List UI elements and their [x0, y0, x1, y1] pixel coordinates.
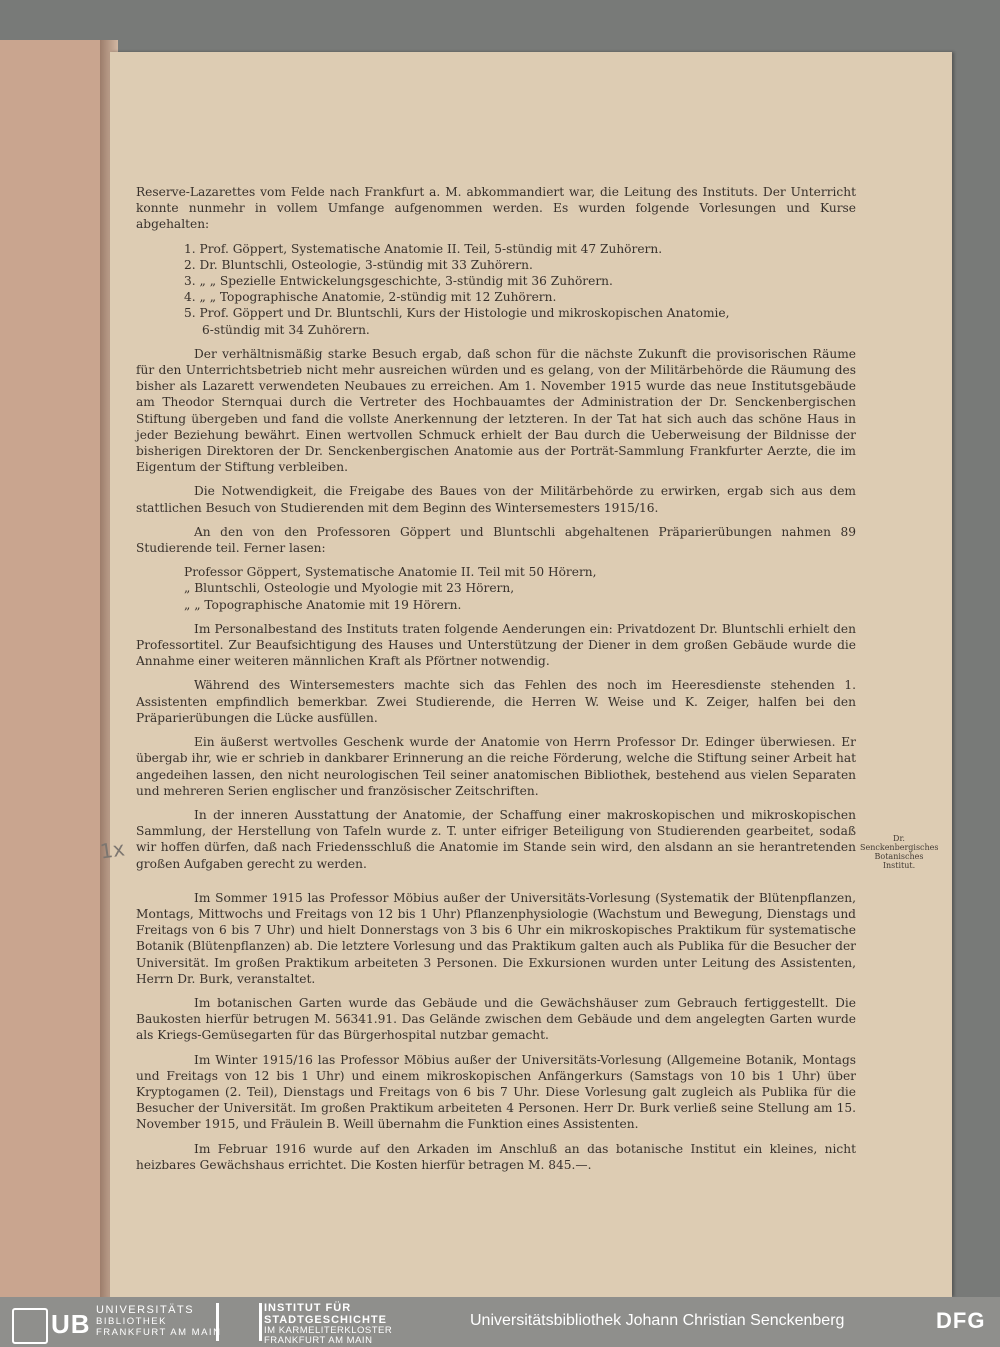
course-item: 2. Dr. Bluntschli, Osteologie, 3-stündig mit 33 Zuhörern.	[184, 257, 533, 272]
course-item-continuation: 6-stündig mit 34 Zuhörern.	[202, 322, 370, 337]
pencil-annotation: 1x	[98, 836, 127, 864]
footer-bar	[0, 1297, 1000, 1347]
course-item: 3. „ „ Spezielle Entwickelungsgeschichte, 3-stündig mit 36 Zuhörern.	[184, 274, 613, 289]
paragraph: Im Sommer 1915 las Professor Möbius außer der Universitäts-Vorlesung (Systematik der Blütenpflanzen, Montags, Mittwochs und Freitags von 12 bis 1 Uhr) Pflanzenphysiologie (Wachstum und Bewegung, Dienstags und Freitags von 6 bis 7 Uhr) und hielt Donnerstags von 3 bis 6 Uhr ein mikroskopisches Praktikum für systematische Botanik (Blütenpflanzen) ab. Die letztere Vorlesung und das Praktikum galten auch als Publika für die Besucher der Universität. Im großen Praktikum arbeiteten 3 Personen. Die Exkursionen wurden unter Leitung des Assistenten, Herrn Dr. Burk, veranstaltet.	[136, 890, 856, 986]
course-item: 4. „ „ Topographische Anatomie, 2-stündig mit 12 Zuhörern.	[184, 290, 557, 305]
stadtgeschichte-arch-icon	[216, 1303, 262, 1341]
intro-paragraph: Reserve-Lazarettes vom Felde nach Frankfurt a. M. abkommandiert war, die Leitung des Instituts. Der Unterricht konnte nunmehr in vollem Umfange aufgenommen werden. Es wurden folgende Vorlesungen und Kurse abgehalten:	[136, 185, 856, 232]
paragraph: In der inneren Ausstattung der Anatomie, der Schaffung einer makroskopischen und mikroskopischen Sammlung, der Herstellung von Tafeln wurde z. T. unter eifriger Beteiligung von Studierenden gearbeitet, sodaß wir hoffen dürfen, daß nach Friedensschluß die Anatomie im Stande sein wird, den alsdann an sie herantretenden großen Aufgaben gerecht zu werden.	[136, 807, 856, 871]
margin-note: Dr. Senckenbergisches Botanisches Institut.	[860, 834, 939, 870]
lecture-item: „ „ Topographische Anatomie mit 19 Hörern.	[184, 597, 462, 612]
paragraph: Im botanischen Garten wurde das Gebäude und die Gewächshäuser zum Gebrauch fertiggestellt. Die Baukosten hierfür betrugen M. 56341.91. Das Gelände zwischen dem Gebäude und dem angelegten Garten wurde als Kriegs-Gemüsegarten für das Bürgerhospital nutzbar gemacht.	[136, 995, 856, 1043]
ub-line: FRANKFURT AM MAIN	[96, 1327, 222, 1338]
dfg-logo[interactable]: DFG	[936, 1308, 986, 1333]
left-page-edge	[0, 40, 112, 1297]
stadtgeschichte-logo[interactable]	[264, 1303, 392, 1346]
paragraph: An den von den Professoren Göppert und Bluntschli abgehaltenen Präparierübungen nahmen 89 Studierende teil. Ferner lasen:	[136, 524, 856, 556]
ub-logo-lines	[96, 1305, 221, 1338]
course-item: 5. Prof. Göppert und Dr. Bluntschli, Kurs der Histologie und mikroskopischen Anatomie,	[184, 306, 730, 321]
lecture-item: „ Bluntschli, Osteologie und Myologie mit 23 Hörern,	[184, 581, 515, 596]
ub-line: UNIVERSITÄTS	[96, 1304, 195, 1316]
paragraph: Im Februar 1916 wurde auf den Arkaden im Anschluß an das botanische Institut ein kleines, nicht heizbares Gewächshaus errichtet. Die Kosten hierfür betragen M. 845.—.	[136, 1141, 856, 1172]
stg-line: FRANKFURT AM MAIN	[264, 1335, 373, 1346]
lecture-list	[136, 564, 856, 613]
stg-line: IM KARMELITERKLOSTER	[264, 1325, 393, 1336]
ub-seal-icon	[12, 1308, 48, 1344]
paragraph: Ein äußerst wertvolles Geschenk wurde der Anatomie von Herrn Professor Dr. Edinger überwiesen. Er übergab ihr, wie er schrieb in dankbarer Erinnerung an die reiche Förderung, welche die Stiftung seiner Arbeit hat angedeihen lassen, den nicht neurologischen Teil seiner anatomischen Bibliothek, bestehend aus vielen Separaten und mehreren Serien englischer und französischer Zeitschriften.	[136, 735, 856, 798]
ub-logo-text: UB	[51, 1309, 91, 1339]
stg-line: INSTITUT FÜR	[264, 1302, 352, 1314]
paragraph: Im Personalbestand des Instituts traten folgende Aenderungen ein: Privatdozent Dr. Bluntschli erhielt den Professortitel. Zur Beaufsichtigung des Hauses und Unterstützung der Diener in dem großen Gebäude wurde die Annahme einer weiteren männlichen Kraft als Pförtner notwendig.	[136, 621, 856, 669]
stg-line: STADTGESCHICHTE	[264, 1313, 387, 1326]
ub-line: BIBLIOTHEK	[96, 1316, 167, 1327]
paragraph: Im Winter 1915/16 las Professor Möbius außer der Universitäts-Vorlesung (Allgemeine Botanik, Montags und Freitags von 12 bis 1 Uhr) und einem mikroskopischen Anfängerkurs (Samstags von 10 bis 1 Uhr) über Kryptogamen (2. Teil), Dienstags und Freitags von 6 bis 7 Uhr. Diese Vorlesung galt zugleich als Publika für die Besucher der Universität. Im großen Praktikum arbeiteten 4 Personen. Herr Dr. Burk verließ seine Stellung am 15. November 1915, und Fräulein B. Weill übernahm die Funktion eines Assistenten.	[136, 1052, 856, 1132]
library-title-link[interactable]: Universitätsbibliothek Johann Christian Senckenberg	[470, 1312, 845, 1329]
paragraph: Die Notwendigkeit, die Freigabe des Baues von der Militärbehörde zu erwirken, ergab sich aus dem stattlichen Besuch von Studierenden mit dem Beginn des Wintersemesters 1915/16.	[136, 484, 856, 515]
paragraph: Während des Wintersemesters machte sich das Fehlen des noch im Heeresdienste stehenden 1. Assistenten empfindlich bemerkbar. Zwei Studierende, die Herren W. Weise und K. Zeiger, halfen bei den Präparierübungen die Lücke ausfüllen.	[136, 678, 856, 725]
page-body	[136, 184, 856, 1181]
course-list	[136, 241, 856, 338]
paragraph: Der verhältnismäßig starke Besuch ergab, daß schon für die nächste Zukunft die provisorischen Räume für den Unterrichtsbetrieb nicht mehr ausreichen würden und es gelang, von der Militärbehörde die Räumung des bisher als Lazarett verwendeten Neubaues zu erreichen. Am 1. November 1915 wurde das neue Institutsgebäude am Theodor Sternquai durch die Vertreter des Hochbauamtes der Administration der Dr. Senckenbergischen Stiftung übergeben und fand die vollste Anerkennung der letzteren. In der Tat hat sich auch das schöne Haus in jeder Beziehung bewährt. Einen wertvollen Schmuck erhielt der Bau durch die Ueberweisung der Bildnisse der bisherigen Direktoren der Dr. Senckenbergischen Anatomie aus der Porträt-Sammlung Frankfurter Aerzte, die im Eigentum der Stiftung verbleiben.	[136, 346, 856, 475]
lecture-item: Professor Göppert, Systematische Anatomie II. Teil mit 50 Hörern,	[184, 565, 597, 580]
ub-logo[interactable]	[6, 1304, 92, 1340]
course-item: 1. Prof. Göppert, Systematische Anatomie II. Teil, 5-stündig mit 47 Zuhörern.	[184, 241, 663, 256]
